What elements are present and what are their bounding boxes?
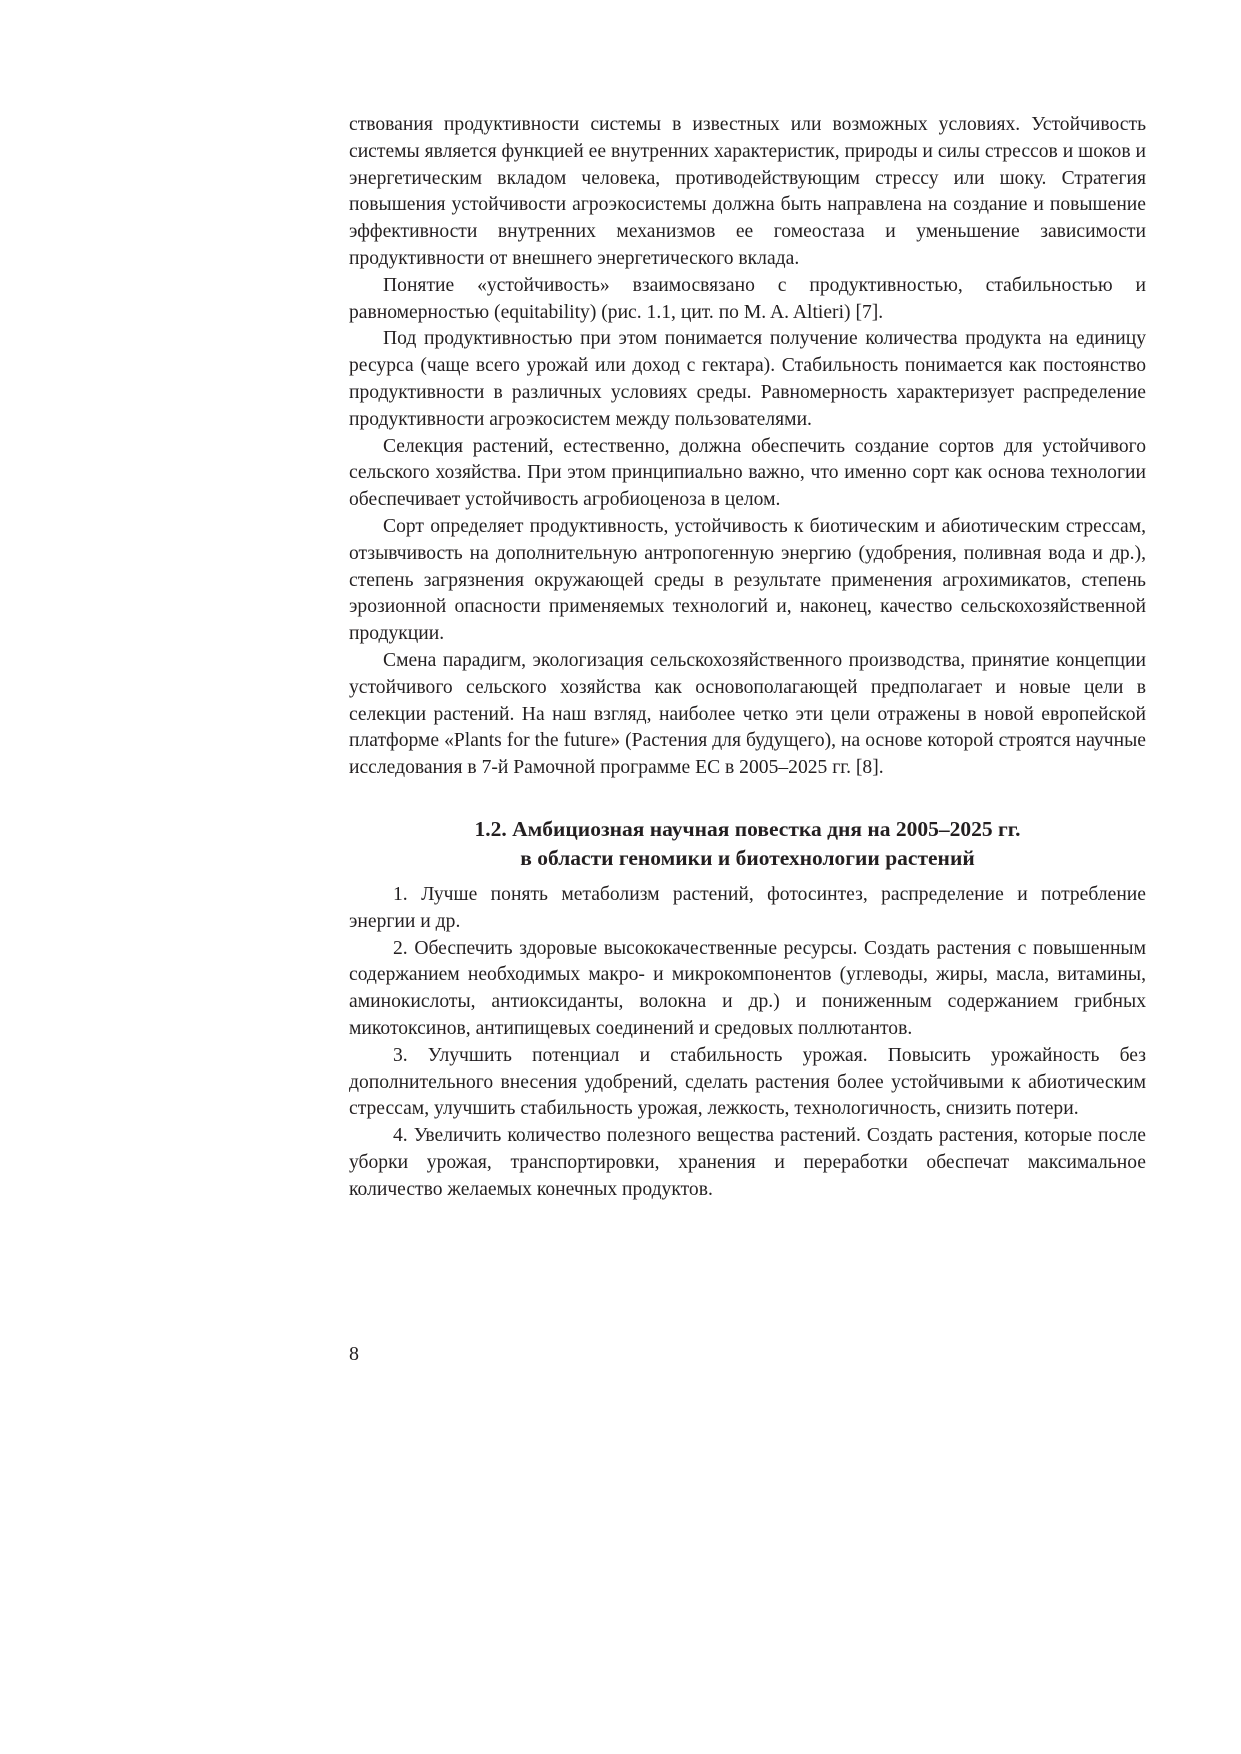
paragraph-5: Сорт определяет продуктивность, устойчивость к биотическим и абиотическим стрессам, отзывчивость на дополнительную антропогенную энергию (удобрения, поливная вода и др.), степень загрязнения окружающей среды в результате применения агрохимикатов, степень эрозионной опасности применяемых технологий и, наконец, качество сельскохозяйственной продукции. xyxy=(349,515,1146,645)
paragraph-1: ствования продуктивности системы в известных или возможных условиях. Устойчивость системы является функцией ее внутренних характеристик, природы и силы стрессов и шоков и энергетическим вкладом человека, противодействующим стрессу или шоку. Стратегия повышения устойчивости агроэкосистемы должна быть направлена на создание и повышение эффективности внутренних механизмов ее гомеостаза и уменьшение зависимости продуктивности от внешнего энергетического вклада. xyxy=(349,114,1146,269)
paragraph-2: Понятие «устойчивость» взаимосвязано с продуктивностью, стабильностью и равномерностью (equitability) (рис. 1.1, цит. по M. A. Altieri) [7]. xyxy=(349,274,1146,323)
page-number: 8 xyxy=(349,1343,359,1365)
paragraph-3: Под продуктивностью при этом понимается получение количества продукта на единицу ресурса (чаще всего урожай или доход с гектара). Стабильность понимается как постоянство продуктивности в различных условиях среды. Равномерность характеризует распределение продуктивности агроэкосистем между пользователями. xyxy=(349,328,1146,430)
list-item-1: 1. Лучше понять метаболизм растений, фотосинтез, распределение и потребление энергии и др. xyxy=(349,883,1146,932)
list-item-4: 4. Увеличить количество полезного вещества растений. Создать растения, которые после уборки урожая, транспортировки, хранения и переработки обеспечат максимальное количество желаемых конечных продуктов. xyxy=(349,1125,1146,1200)
section-heading-line-2: в области геномики и биотехнологии растений xyxy=(520,845,975,870)
page-content xyxy=(349,112,1146,1203)
paragraph-6: Смена парадигм, экологизация сельскохозяйственного производства, принятие концепции устойчивого сельского хозяйства как основополагающей предполагает и новые цели в селекции растений. На наш взгляд, наиболее четко эти цели отражены в новой европейской платформе «Plants for the future» (Растения для будущего), на основе которой строятся научные исследования в 7-й Рамочной программе ЕС в 2005–2025 гг. [8]. xyxy=(349,649,1146,779)
paragraph-4: Селекция растений, естественно, должна обеспечить создание сортов для устойчивого сельского хозяйства. При этом принципиально важно, что именно сорт как основа технологии обеспечивает устойчивость агробиоценоза в целом. xyxy=(349,435,1146,511)
section-heading xyxy=(349,815,1146,873)
section-heading-line-1: 1.2. Амбициозная научная повестка дня на 2005–2025 гг. xyxy=(474,816,1021,841)
list-item-2: 2. Обеспечить здоровые высококачественные ресурсы. Создать растения с повышенным содержанием необходимых макро- и микрокомпонентов (углеводы, жиры, масла, витамины, аминокислоты, антиоксиданты, волокна и др.) и пониженным содержанием грибных микотоксинов, антипищевых соединений и средовых поллютантов. xyxy=(349,937,1146,1039)
list-item-3: 3. Улучшить потенциал и стабильность урожая. Повысить урожайность без дополнительного внесения удобрений, сделать растения более устойчивыми к абиотическим стрессам, улучшить стабильность урожая, лежкость, технологичность, снизить потери. xyxy=(349,1044,1146,1120)
